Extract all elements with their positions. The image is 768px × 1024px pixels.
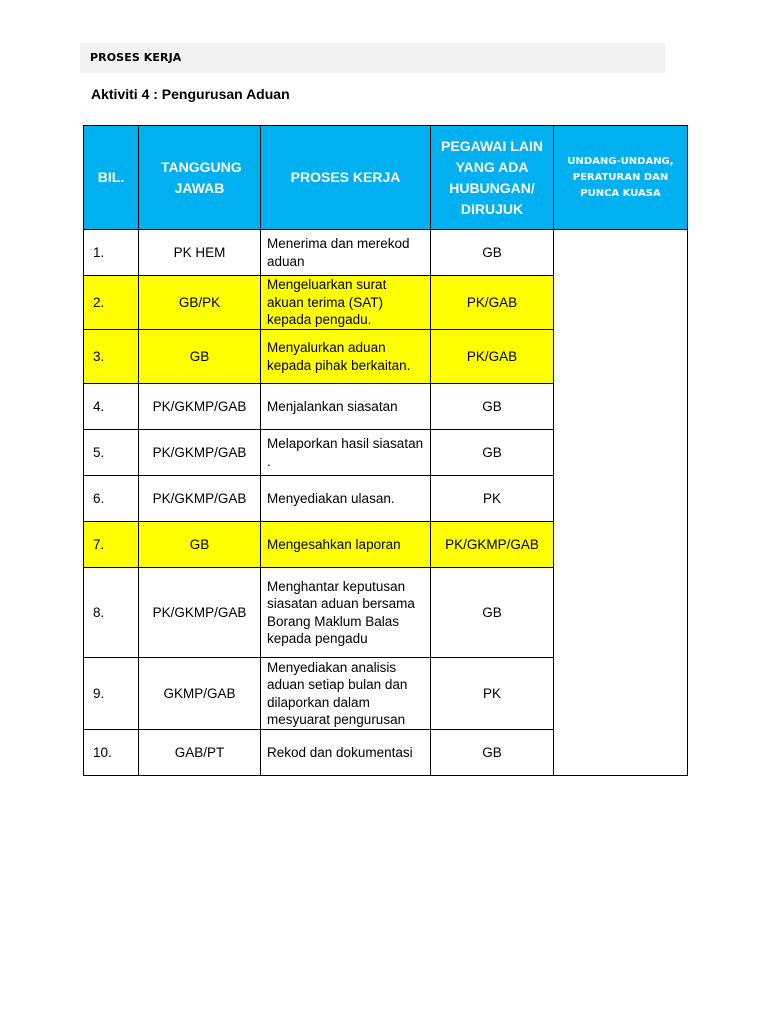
- column-header-pegawai: PEGAWAI LAIN YANG ADA HUBUNGAN/ DIRUJUK: [431, 126, 554, 230]
- cell-pegawai: PK/GAB: [431, 330, 554, 384]
- column-header-tanggungjawab: TANGGUNG JAWAB: [139, 126, 261, 230]
- table-body: [84, 230, 688, 776]
- cell-pegawai: PK: [431, 658, 554, 730]
- table-row: [84, 230, 688, 276]
- cell-tanggungjawab: GB/PK: [139, 276, 261, 330]
- cell-tanggungjawab: GKMP/GAB: [139, 658, 261, 730]
- cell-tanggungjawab: GAB/PT: [139, 730, 261, 776]
- activity-title: Aktiviti 4 : Pengurusan Aduan: [91, 86, 290, 102]
- cell-bil: 7.: [84, 522, 139, 568]
- cell-undang-undang-merged: [554, 230, 688, 776]
- cell-bil: 8.: [84, 568, 139, 658]
- cell-proses-kerja: Menyediakan ulasan.: [261, 476, 431, 522]
- column-header-bil: BIL.: [84, 126, 139, 230]
- work-process-table: [83, 125, 688, 776]
- cell-proses-kerja: Mengeluarkan surat akuan terima (SAT) kepada pengadu.: [261, 276, 431, 330]
- cell-pegawai: GB: [431, 384, 554, 430]
- cell-proses-kerja: Mengesahkan laporan: [261, 522, 431, 568]
- cell-pegawai: GB: [431, 230, 554, 276]
- cell-pegawai: PK: [431, 476, 554, 522]
- cell-tanggungjawab: GB: [139, 330, 261, 384]
- column-header-undang-undang: UNDANG-UNDANG, PERATURAN DAN PUNCA KUASA: [554, 126, 688, 230]
- cell-proses-kerja: Menghantar keputusan siasatan aduan bersama Borang Maklum Balas kepada pengadu: [261, 568, 431, 658]
- cell-pegawai: GB: [431, 568, 554, 658]
- cell-tanggungjawab: PK/GKMP/GAB: [139, 476, 261, 522]
- section-header-title: PROSES KERJA: [90, 51, 182, 64]
- cell-proses-kerja: Melaporkan hasil siasatan .: [261, 430, 431, 476]
- cell-pegawai: GB: [431, 430, 554, 476]
- cell-proses-kerja: Menjalankan siasatan: [261, 384, 431, 430]
- cell-tanggungjawab: GB: [139, 522, 261, 568]
- cell-bil: 9.: [84, 658, 139, 730]
- cell-bil: 1.: [84, 230, 139, 276]
- cell-tanggungjawab: PK/GKMP/GAB: [139, 384, 261, 430]
- cell-bil: 5.: [84, 430, 139, 476]
- cell-bil: 10.: [84, 730, 139, 776]
- cell-bil: 2.: [84, 276, 139, 330]
- cell-pegawai: GB: [431, 730, 554, 776]
- cell-proses-kerja: Menyediakan analisis aduan setiap bulan dan dilaporkan dalam mesyuarat pengurusan: [261, 658, 431, 730]
- cell-proses-kerja: Menyalurkan aduan kepada pihak berkaitan.: [261, 330, 431, 384]
- cell-bil: 3.: [84, 330, 139, 384]
- column-header-proses-kerja: PROSES KERJA: [261, 126, 431, 230]
- cell-tanggungjawab: PK HEM: [139, 230, 261, 276]
- cell-tanggungjawab: PK/GKMP/GAB: [139, 568, 261, 658]
- cell-tanggungjawab: PK/GKMP/GAB: [139, 430, 261, 476]
- table-header-row: [84, 126, 688, 230]
- cell-bil: 4.: [84, 384, 139, 430]
- cell-proses-kerja: Rekod dan dokumentasi: [261, 730, 431, 776]
- section-header-bar: [80, 43, 665, 73]
- cell-pegawai: PK/GKMP/GAB: [431, 522, 554, 568]
- cell-bil: 6.: [84, 476, 139, 522]
- cell-proses-kerja: Menerima dan merekod aduan: [261, 230, 431, 276]
- cell-pegawai: PK/GAB: [431, 276, 554, 330]
